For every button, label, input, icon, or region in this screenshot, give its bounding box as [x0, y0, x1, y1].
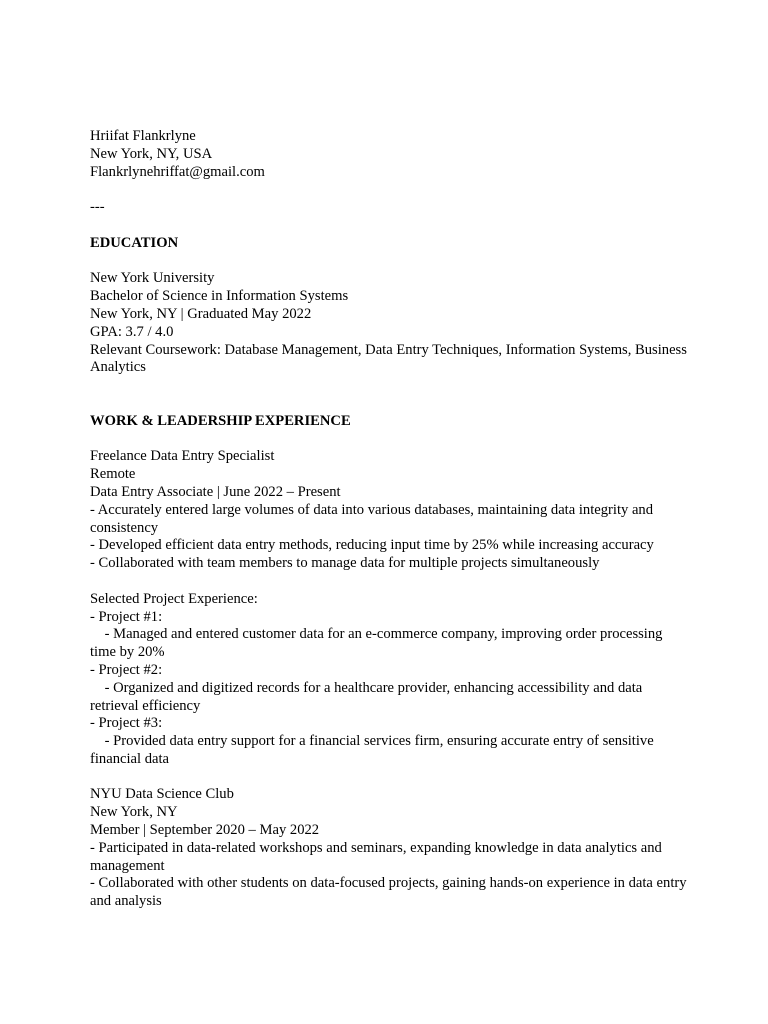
education-degree: Bachelor of Science in Information Systems [90, 288, 349, 305]
spacer [90, 431, 690, 449]
education-school: New York University [90, 270, 215, 287]
spacer [90, 181, 690, 199]
project-label: - Project #3: [90, 715, 163, 732]
club-role-dates: Member | September 2020 – May 2022 [90, 822, 320, 839]
education-gpa: GPA: 3.7 / 4.0 [90, 323, 174, 340]
spacer [90, 769, 690, 787]
experience-heading: WORK & LEADERSHIP EXPERIENCE [90, 412, 351, 429]
project-detail: - Managed and entered customer data for an e-commerce company, improving order processing time by 20% [90, 626, 667, 661]
candidate-email: Flankrlynehriffat@gmail.com [90, 163, 265, 180]
resume-content [90, 128, 690, 911]
job-bullet: - Accurately entered large volumes of data into various databases, maintaining data integrity and consistency [90, 501, 657, 536]
education-location-date: New York, NY | Graduated May 2022 [90, 305, 312, 322]
education-heading: EDUCATION [90, 234, 179, 251]
job-title: Freelance Data Entry Specialist [90, 448, 275, 465]
section-separator: --- [90, 199, 105, 216]
club-location: New York, NY [90, 804, 178, 821]
spacer [90, 217, 690, 235]
candidate-name: Hriifat Flankrlyne [90, 128, 196, 144]
education-coursework: Relevant Coursework: Database Management, Data Entry Techniques, Information Systems, Business Analytics [90, 341, 690, 376]
club-bullet: - Collaborated with other students on data-focused projects, gaining hands-on experience in data entry and analysis [90, 875, 691, 910]
club-title: NYU Data Science Club [90, 786, 234, 803]
project-detail: - Organized and digitized records for a healthcare provider, enhancing accessibility and data retrieval efficiency [90, 679, 646, 714]
spacer [90, 395, 690, 413]
job-location: Remote [90, 466, 136, 483]
job-bullet: - Developed efficient data entry methods, reducing input time by 25% while increasing accuracy [90, 537, 654, 554]
job-bullet: - Collaborated with team members to manage data for multiple projects simultaneously [90, 555, 600, 572]
project-detail: - Provided data entry support for a financial services firm, ensuring accurate entry of sensitive financial data [90, 733, 658, 767]
spacer [90, 573, 690, 591]
spacer [90, 377, 690, 395]
projects-heading: Selected Project Experience: [90, 590, 258, 607]
spacer [90, 253, 690, 271]
job-role-dates: Data Entry Associate | June 2022 – Present [90, 483, 341, 500]
club-bullet: - Participated in data-related workshops and seminars, expanding knowledge in data analytics and management [90, 839, 666, 874]
project-label: - Project #1: [90, 608, 163, 625]
candidate-location: New York, NY, USA [90, 145, 213, 162]
project-label: - Project #2: [90, 661, 163, 678]
